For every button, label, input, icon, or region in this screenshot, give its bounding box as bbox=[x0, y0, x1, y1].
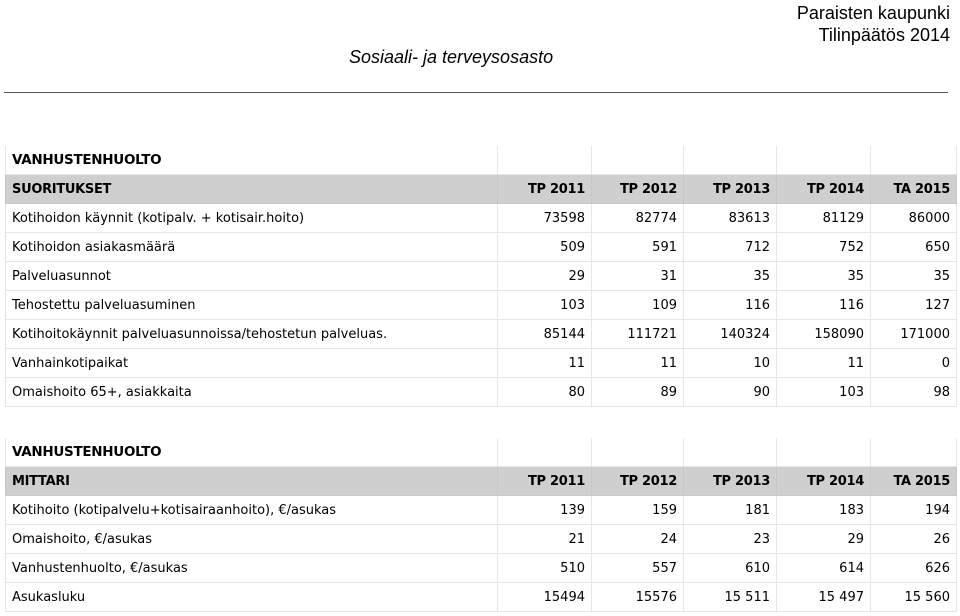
column-header-row bbox=[6, 175, 957, 204]
column-header: TP 2011 bbox=[498, 467, 592, 496]
band-label: SUORITUKSET bbox=[6, 175, 498, 204]
value-cell: 23 bbox=[684, 525, 777, 554]
row-label: Palveluasunnot bbox=[6, 262, 498, 291]
column-header: TP 2013 bbox=[684, 467, 777, 496]
table-row bbox=[6, 349, 957, 378]
table-row bbox=[6, 583, 957, 612]
value-cell: 15 560 bbox=[871, 583, 957, 612]
value-cell: 26 bbox=[871, 525, 957, 554]
value-cell: 15 497 bbox=[777, 583, 871, 612]
value-cell: 21 bbox=[498, 525, 592, 554]
row-label: Kotihoitokäynnit palveluasunnoissa/tehostetun palveluas. bbox=[6, 320, 498, 349]
table-row bbox=[6, 320, 957, 349]
value-cell: 29 bbox=[498, 262, 592, 291]
value-cell: 610 bbox=[684, 554, 777, 583]
value-cell: 712 bbox=[684, 233, 777, 262]
section-title-row bbox=[6, 146, 957, 175]
empty-cell bbox=[498, 438, 592, 467]
row-label: Omaishoito, €/asukas bbox=[6, 525, 498, 554]
empty-cell bbox=[592, 438, 684, 467]
empty-cell bbox=[777, 146, 871, 175]
city-name: Paraisten kaupunki bbox=[796, 3, 950, 23]
value-cell: 109 bbox=[592, 291, 684, 320]
column-header-row bbox=[6, 467, 957, 496]
row-label: Kotihoidon käynnit (kotipalv. + kotisair.hoito) bbox=[6, 204, 498, 233]
table-row bbox=[6, 554, 957, 583]
value-cell: 11 bbox=[592, 349, 684, 378]
value-cell: 98 bbox=[871, 378, 957, 407]
value-cell: 35 bbox=[871, 262, 957, 291]
value-cell: 15576 bbox=[592, 583, 684, 612]
table-row bbox=[6, 378, 957, 407]
column-header: TP 2012 bbox=[592, 467, 684, 496]
value-cell: 194 bbox=[871, 496, 957, 525]
column-header: TA 2015 bbox=[871, 175, 957, 204]
value-cell: 752 bbox=[777, 233, 871, 262]
table-row bbox=[6, 233, 957, 262]
value-cell: 35 bbox=[777, 262, 871, 291]
row-label: Tehostettu palveluasuminen bbox=[6, 291, 498, 320]
value-cell: 171000 bbox=[871, 320, 957, 349]
value-cell: 591 bbox=[592, 233, 684, 262]
table-row bbox=[6, 204, 957, 233]
value-cell: 29 bbox=[777, 525, 871, 554]
empty-cell bbox=[592, 146, 684, 175]
table-row bbox=[6, 496, 957, 525]
row-label: Kotihoidon asiakasmäärä bbox=[6, 233, 498, 262]
header-divider bbox=[4, 92, 948, 93]
mittari-table bbox=[5, 438, 957, 612]
value-cell: 111721 bbox=[592, 320, 684, 349]
value-cell: 614 bbox=[777, 554, 871, 583]
band-label: MITTARI bbox=[6, 467, 498, 496]
column-header: TP 2012 bbox=[592, 175, 684, 204]
value-cell: 183 bbox=[777, 496, 871, 525]
value-cell: 81129 bbox=[777, 204, 871, 233]
value-cell: 127 bbox=[871, 291, 957, 320]
value-cell: 82774 bbox=[592, 204, 684, 233]
value-cell: 11 bbox=[498, 349, 592, 378]
column-header: TP 2014 bbox=[777, 175, 871, 204]
empty-cell bbox=[871, 438, 957, 467]
value-cell: 31 bbox=[592, 262, 684, 291]
section-title: VANHUSTENHUOLTO bbox=[6, 438, 498, 467]
empty-cell bbox=[684, 146, 777, 175]
value-cell: 510 bbox=[498, 554, 592, 583]
value-cell: 90 bbox=[684, 378, 777, 407]
value-cell: 85144 bbox=[498, 320, 592, 349]
value-cell: 116 bbox=[777, 291, 871, 320]
value-cell: 140324 bbox=[684, 320, 777, 349]
row-label: Omaishoito 65+, asiakkaita bbox=[6, 378, 498, 407]
value-cell: 10 bbox=[684, 349, 777, 378]
column-header: TA 2015 bbox=[871, 467, 957, 496]
section-title-row bbox=[6, 438, 957, 467]
value-cell: 650 bbox=[871, 233, 957, 262]
empty-cell bbox=[684, 438, 777, 467]
value-cell: 103 bbox=[498, 291, 592, 320]
value-cell: 83613 bbox=[684, 204, 777, 233]
table-row bbox=[6, 525, 957, 554]
value-cell: 103 bbox=[777, 378, 871, 407]
report-name: Tilinpäätös 2014 bbox=[818, 25, 950, 45]
row-label: Kotihoito (kotipalvelu+kotisairaanhoito), €/asukas bbox=[6, 496, 498, 525]
value-cell: 557 bbox=[592, 554, 684, 583]
empty-cell bbox=[498, 146, 592, 175]
value-cell: 24 bbox=[592, 525, 684, 554]
row-label: Vanhustenhuolto, €/asukas bbox=[6, 554, 498, 583]
value-cell: 80 bbox=[498, 378, 592, 407]
value-cell: 0 bbox=[871, 349, 957, 378]
value-cell: 626 bbox=[871, 554, 957, 583]
value-cell: 35 bbox=[684, 262, 777, 291]
suoritukset-table bbox=[5, 146, 957, 407]
row-label: Asukasluku bbox=[6, 583, 498, 612]
value-cell: 158090 bbox=[777, 320, 871, 349]
table-row bbox=[6, 291, 957, 320]
value-cell: 159 bbox=[592, 496, 684, 525]
value-cell: 11 bbox=[777, 349, 871, 378]
empty-cell bbox=[871, 146, 957, 175]
empty-cell bbox=[777, 438, 871, 467]
column-header: TP 2011 bbox=[498, 175, 592, 204]
section-title: VANHUSTENHUOLTO bbox=[6, 146, 498, 175]
value-cell: 116 bbox=[684, 291, 777, 320]
value-cell: 73598 bbox=[498, 204, 592, 233]
report-header bbox=[797, 2, 950, 46]
table-row bbox=[6, 262, 957, 291]
value-cell: 509 bbox=[498, 233, 592, 262]
column-header: TP 2013 bbox=[684, 175, 777, 204]
value-cell: 89 bbox=[592, 378, 684, 407]
value-cell: 181 bbox=[684, 496, 777, 525]
department-name: Sosiaali- ja terveysosasto bbox=[349, 47, 554, 67]
value-cell: 15494 bbox=[498, 583, 592, 612]
value-cell: 15 511 bbox=[684, 583, 777, 612]
value-cell: 139 bbox=[498, 496, 592, 525]
row-label: Vanhainkotipaikat bbox=[6, 349, 498, 378]
column-header: TP 2014 bbox=[777, 467, 871, 496]
value-cell: 86000 bbox=[871, 204, 957, 233]
